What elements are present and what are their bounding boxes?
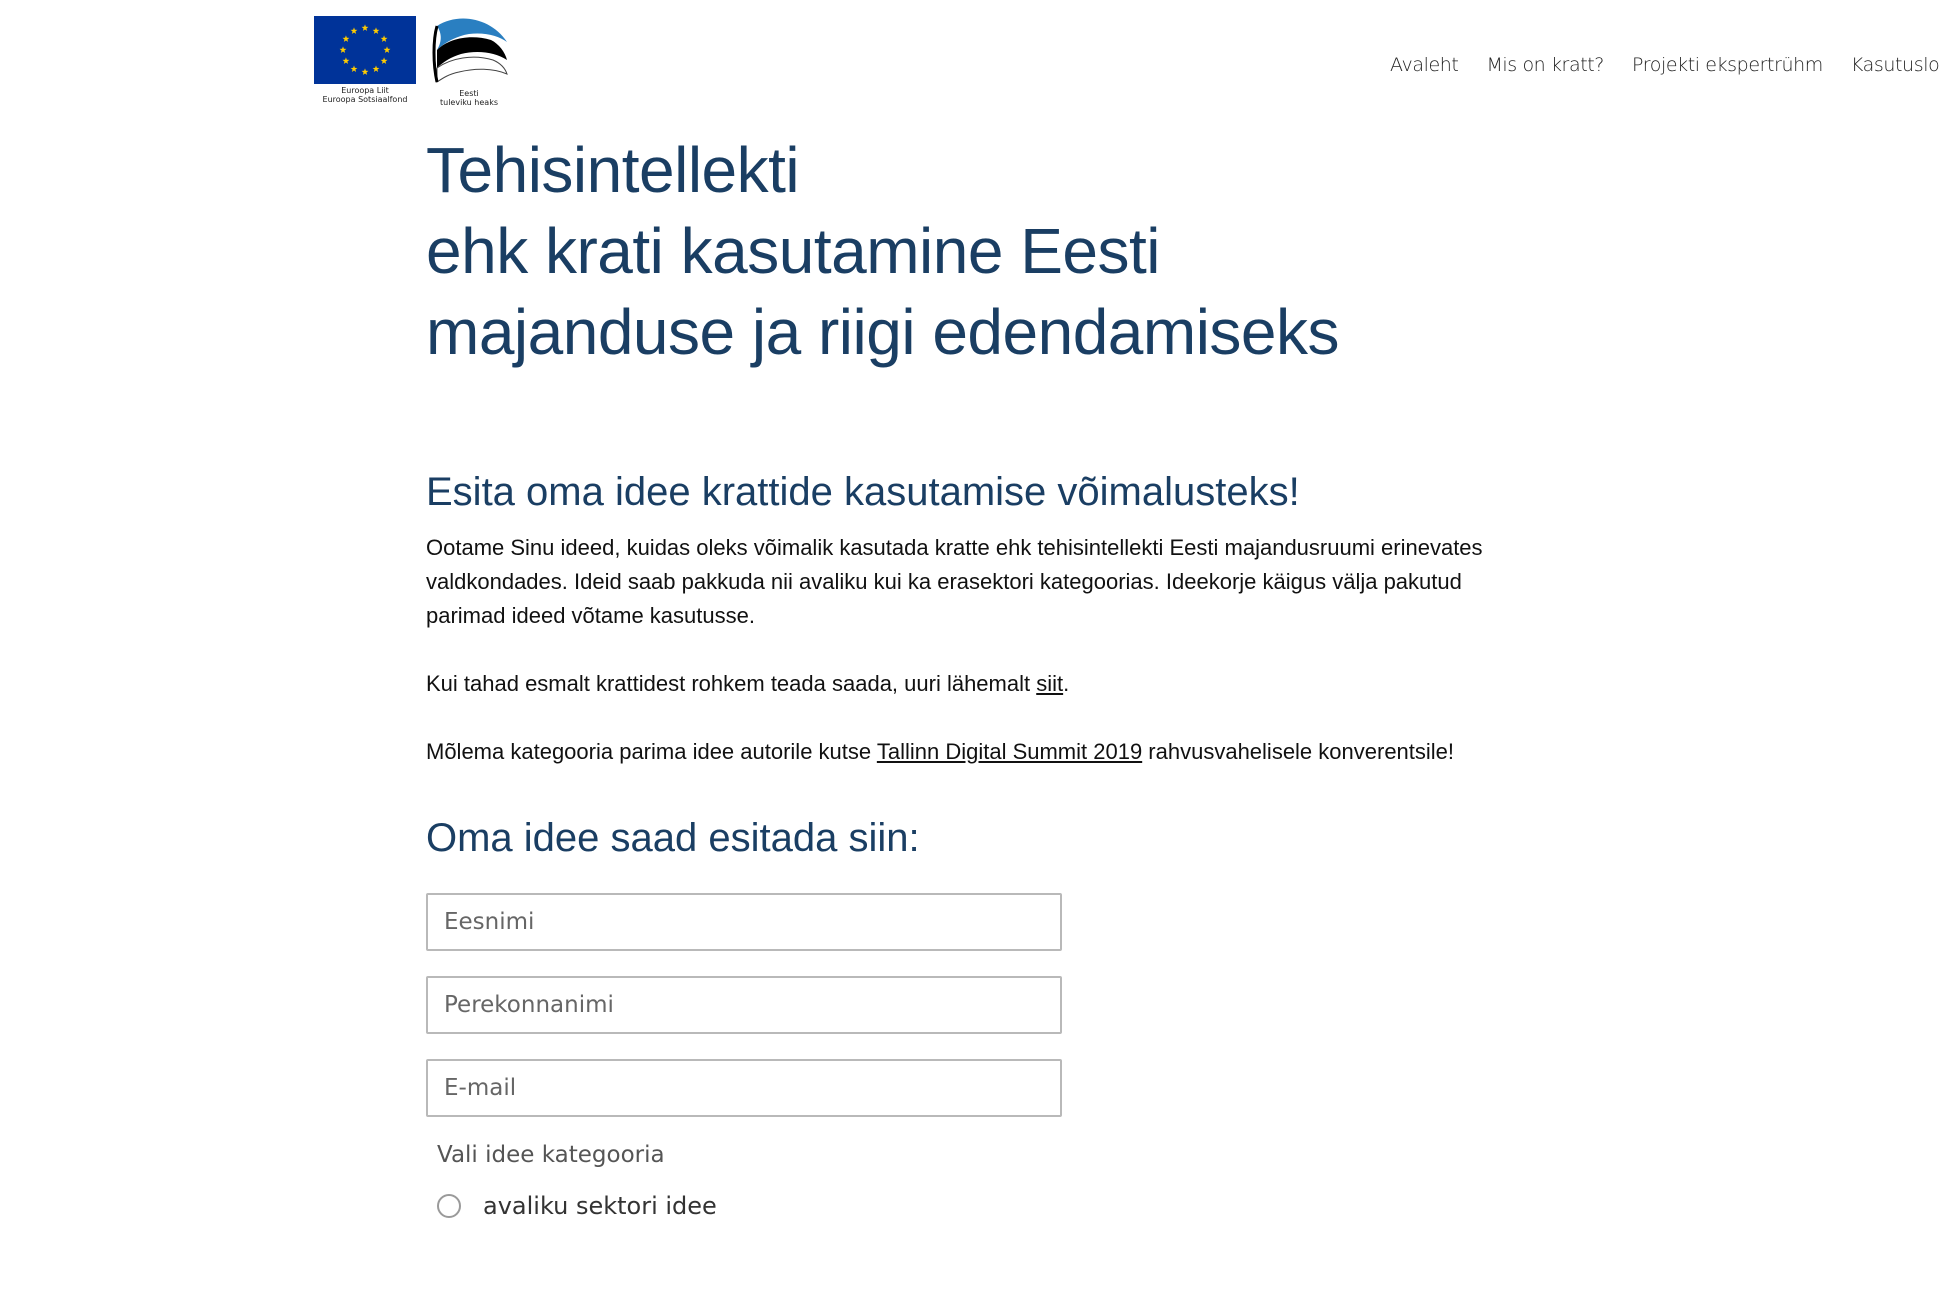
last-name-input[interactable] (444, 992, 1060, 1018)
form-heading: Oma idee saad esitada siin: (426, 816, 920, 860)
page-title-line1: Tehisintellekti (426, 134, 800, 206)
nav-avaleht[interactable]: Avaleht (1390, 54, 1459, 76)
intro-paragraph-2-end: . (1063, 671, 1070, 696)
page-title-line2: ehk krati kasutamine Eesti (426, 215, 1160, 287)
estonia-logo (430, 16, 508, 108)
intro-paragraph-3-text: Mõlema kategooria parima idee autorile kutse (426, 739, 877, 764)
first-name-field-wrapper (426, 893, 1062, 951)
intro-text (426, 531, 1506, 769)
siit-link[interactable]: siit (1036, 671, 1064, 696)
idea-form (426, 893, 1062, 1220)
eu-flag-icon (314, 16, 416, 84)
page-title (426, 130, 1506, 373)
intro-heading: Esita oma idee krattide kasutamise võimalusteks! (426, 470, 1300, 514)
eu-logo (314, 16, 416, 108)
intro-paragraph-2 (426, 667, 1506, 701)
page-title-line3: majanduse ja riigi edendamiseks (426, 296, 1339, 368)
email-input[interactable] (444, 1075, 1060, 1101)
first-name-input[interactable] (444, 909, 1060, 935)
eu-caption-line2: Euroopa Sotsiaalfond (322, 95, 408, 104)
intro-paragraph-3-end: rahvusvahelisele konverentsile! (1142, 739, 1455, 764)
header-logos (314, 16, 508, 108)
eu-caption-line1: Euroopa Liit (341, 86, 389, 95)
intro-paragraph-2-text: Kui tahad esmalt krattidest rohkem teada saada, uuri lähemalt (426, 671, 1037, 696)
category-option-public[interactable] (437, 1192, 1062, 1220)
public-sector-radio[interactable] (437, 1194, 461, 1218)
estonia-swallow-icon (429, 16, 509, 86)
nav-projekti-ekspertruhm[interactable]: Projekti ekspertrühm (1632, 54, 1823, 76)
nav-mis-on-kratt[interactable]: Mis on kratt? (1486, 54, 1604, 76)
last-name-field-wrapper (426, 976, 1062, 1034)
category-label: Vali idee kategooria (437, 1142, 665, 1168)
ee-caption-line2: tuleviku heaks (439, 98, 498, 107)
intro-paragraph-1: Ootame Sinu ideed, kuidas oleks võimalik kasutada kratte ehk tehisintellekti Eesti majandusruumi erinevates valdkondades. Ideid saab pakkuda nii avaliku kui ka erasektori kategoorias. Ideekorje käigus välja pakutud parimad ideed võtame kasutusse. (426, 535, 1483, 628)
intro-paragraph-3 (426, 735, 1506, 769)
public-sector-label[interactable]: avaliku sektori idee (483, 1192, 717, 1220)
nav-kasutuslood[interactable]: Kasutuslo (1850, 54, 1939, 76)
main-content (426, 130, 1506, 1220)
tallinn-digital-summit-link[interactable]: Tallinn Digital Summit 2019 (876, 739, 1143, 764)
email-field-wrapper (426, 1059, 1062, 1117)
main-nav (1390, 54, 1939, 76)
ee-caption-line1: Eesti (459, 89, 479, 98)
